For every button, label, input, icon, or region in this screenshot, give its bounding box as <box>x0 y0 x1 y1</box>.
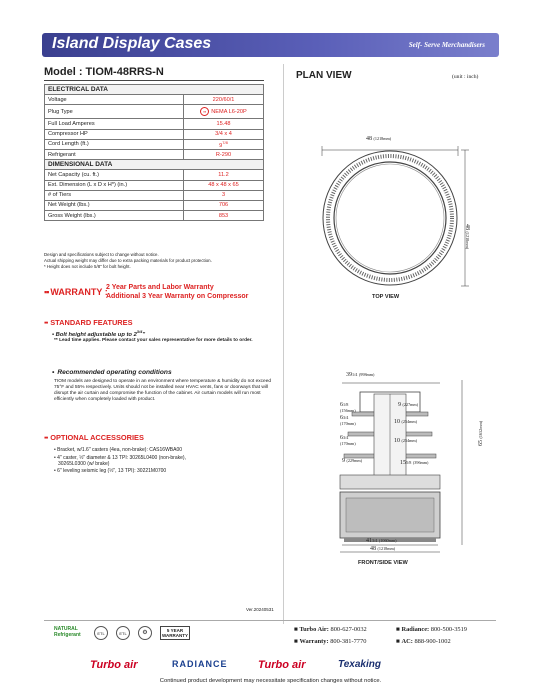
table-row <box>45 180 264 190</box>
warranty-line: Additional 3 Year Warranty on Compressor <box>106 293 249 300</box>
etl-sanitation-logo: ETL <box>116 626 130 640</box>
header-bar <box>42 33 499 57</box>
top-view-drawing <box>300 138 490 288</box>
spec-value-cell <box>184 139 264 149</box>
spec-label: # of Tiers <box>45 190 184 200</box>
page-title: Island Display Cases <box>52 35 212 52</box>
h1-dim: 61/8 (156mm) <box>340 402 356 413</box>
spec-value: 706 <box>184 200 264 210</box>
electrical-heading: ELECTRICAL DATA <box>45 85 264 95</box>
table-row <box>45 119 264 129</box>
spec-label: Net Capacity (cu. ft.) <box>45 170 184 180</box>
lower-deck <box>340 475 440 489</box>
table-row <box>45 139 264 149</box>
unit-label: (unit : inch) <box>452 74 479 80</box>
spec-label: Plug Type <box>45 105 184 119</box>
list-item: • 4" caster, ½" diameter & 13 TPI: 30265L0400 (non-brake), <box>54 455 186 462</box>
contact-row: ■ Turbo Air: 800-627-0032 ■ Radiance: 800-500-3519 <box>294 626 467 633</box>
inner-ring <box>334 162 446 274</box>
base-panel <box>346 498 434 532</box>
standard-features-heading: ▪▪ STANDARD FEATURES <box>44 318 133 327</box>
spec-notes <box>44 252 264 270</box>
front-view-label: FRONT/SIDE VIEW <box>358 560 408 566</box>
note-line: * Height does not include 5/8" for bolt height. <box>44 264 131 269</box>
table-row <box>45 190 264 200</box>
note-line: Design and specifications subject to change without notice. <box>44 252 159 257</box>
table-row <box>45 129 264 139</box>
footer-divider <box>44 620 496 621</box>
spec-label: Voltage <box>45 95 184 105</box>
table-row <box>45 200 264 210</box>
spec-value: 15.48 <box>184 119 264 129</box>
accessories-heading: ▪▪ OPTIONAL ACCESSORIES <box>44 433 144 442</box>
warranty-label: ▪▪ WARRANTY : <box>44 287 108 297</box>
texaking-logo: Texaking <box>338 659 381 670</box>
h3-dim: 63/4 (170mm) <box>340 435 356 446</box>
top-width-dim: 48 (1218mm) <box>366 136 392 142</box>
recommended-heading: • Recommended operating conditions <box>52 369 172 376</box>
spec-value: 220/60/1 <box>184 95 264 105</box>
turbo-air-logo: Turbo air <box>90 659 138 671</box>
table-row <box>45 149 264 159</box>
radiance-logo: RADIANCE <box>172 659 228 669</box>
table-row <box>45 211 264 221</box>
column-divider <box>283 64 284 624</box>
lead-time-note: ** Lead time applies. Please contact your sales representative for more details to order. <box>54 338 253 343</box>
spec-value: 11.2 <box>184 170 264 180</box>
spec-value: R-290 <box>184 149 264 159</box>
r1-dim: 9 (227mm) <box>398 402 419 408</box>
dimensional-heading: DIMENSIONAL DATA <box>45 160 264 170</box>
r5-dim: 155/8 (396mm) <box>400 460 429 466</box>
contact-row: ■ Warranty: 800-381-7770 ■ AC: 888-900-1002 <box>294 638 451 645</box>
spec-label: Ext. Dimension (L x D x H*) (in.) <box>45 180 184 190</box>
doe-logo: ⚙ <box>138 626 152 640</box>
contact-list <box>294 624 467 648</box>
spec-value: 3 <box>184 190 264 200</box>
front-top-width-dim: 391/4 (998mm) <box>346 372 375 378</box>
middle-ring <box>328 156 452 280</box>
inner-ring-2 <box>336 164 444 272</box>
spec-label: Net Weight (lbs.) <box>45 200 184 210</box>
spec-value: 853 <box>184 211 264 221</box>
page-subtitle: Self- Serve Merchandisers <box>408 41 485 49</box>
r3-dim: 10 (254mm) <box>394 438 418 444</box>
version-label: Ver.20240531 <box>246 607 274 612</box>
total-height-dim: 65 (1652mm) <box>478 420 484 446</box>
standard-item: • Bolt height adjustable up to $2^{3/4}$" <box>52 329 146 338</box>
top-view-label: TOP VIEW <box>372 294 400 300</box>
r2-dim: 10 (254mm) <box>394 419 418 425</box>
spec-fraction: 7/8 <box>222 139 228 145</box>
spec-label: Cord Length (ft.) <box>45 139 184 149</box>
spec-label: Gross Weight (lbs.) <box>45 211 184 221</box>
turbo-air-superior-logo: Turbo air <box>258 659 306 671</box>
r4-dim: 9 (229mm) <box>342 458 363 464</box>
spec-label: Full Load Amperes <box>45 119 184 129</box>
cert-logos <box>54 626 204 648</box>
spec-table <box>44 84 264 221</box>
h2-dim: 63/4 (170mm) <box>340 415 356 426</box>
warranty-badge: 5 YEAR WARRANTY <box>162 628 188 638</box>
list-item: 30265L0300 (w/ brake) <box>58 461 110 468</box>
note-line: Actual shipping weight may differ due to extra packing materials for product protection. <box>44 258 212 263</box>
table-row <box>45 105 264 119</box>
brand-logos <box>80 659 460 671</box>
footer-note: Continued product development may necessitate specification changes without notice. <box>159 678 382 684</box>
table-row <box>45 95 264 105</box>
accessories-list <box>54 446 274 475</box>
overall-width-dim: 48 (1218mm) <box>370 546 396 552</box>
top-depth-dim: 48 (1218mm) <box>464 224 470 250</box>
plan-view-title: PLAN VIEW <box>296 70 352 81</box>
warranty-lines <box>106 283 248 301</box>
natural-refrigerant-logo: NATURAL Refrigerant <box>54 626 81 638</box>
spec-value: 48 x 48 x 65 <box>184 180 264 190</box>
table-row <box>45 170 264 180</box>
list-item: • Bracket, w/1.6" casters (4ea, non-brake): CAS16WBA00 <box>54 447 183 453</box>
spec-value: 9 <box>219 142 223 149</box>
plug-icon: ▪▪ <box>200 107 209 116</box>
warranty-line: 2 Year Parts and Labor Warranty <box>106 284 214 291</box>
model-underline <box>44 80 264 81</box>
base-width-dim: 413/4 (1060mm) <box>366 538 397 544</box>
recommended-body: TIOM models are designed to operate in an environment where temperature & humidity do not exceed 75°F and 55% respectively. Units should not be installed near HVAC vents, fans or doorways that will disrupt the air curtain and compromise the function of the cabinet. Air curtain models will run most efficiently when completely loaded with product. <box>54 379 272 402</box>
spec-label: Refrigerant <box>45 149 184 159</box>
outer-ring <box>323 151 457 285</box>
plug-cell <box>184 105 264 119</box>
spec-value: NEMA L6-20P <box>211 109 247 116</box>
etl-logo: ETL <box>94 626 108 640</box>
spec-value: 3/4 x 4 <box>184 129 264 139</box>
spec-label: Compressor HP <box>45 129 184 139</box>
list-item: • 6" leveling seismic leg (½", 13 TPI): 30221M0700 <box>54 468 167 475</box>
model-number: Model : TIOM-48RRS-N <box>44 66 164 78</box>
